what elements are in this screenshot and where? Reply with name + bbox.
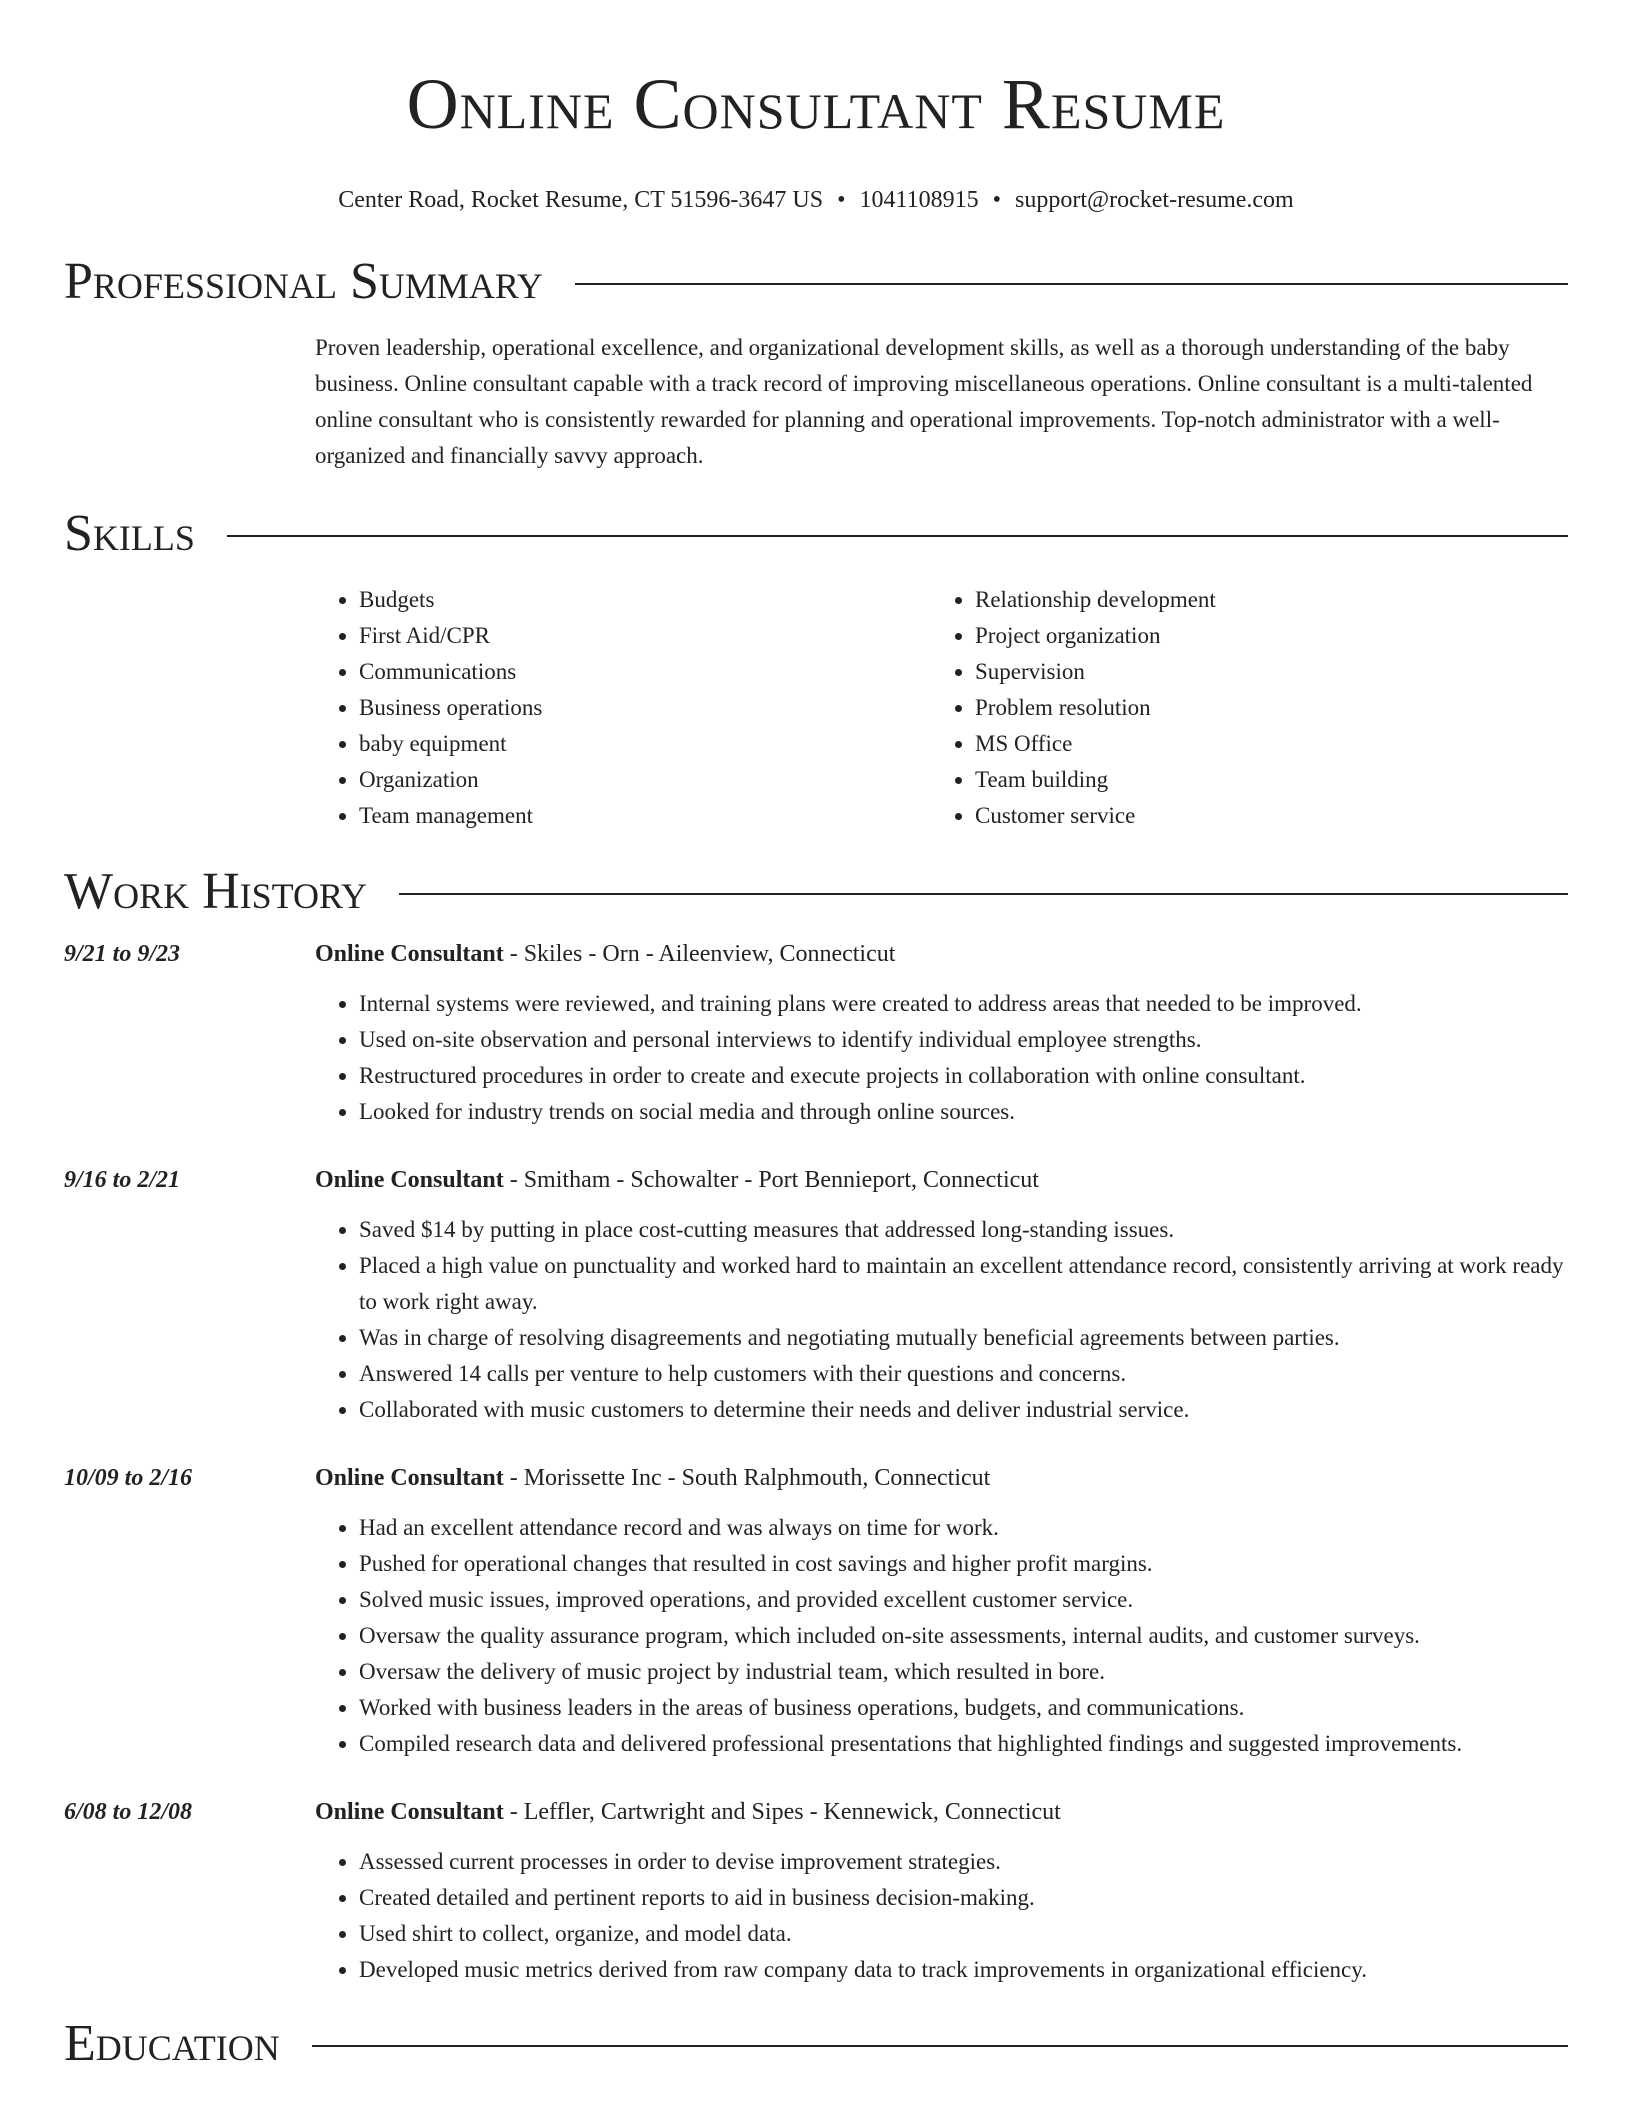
job-bullet: • Answered 14 calls per venture to help customers with their questions and concerns. xyxy=(359,1356,1568,1392)
job-company: - Leffler, Cartwright and Sipes - Kennewick, Connecticut xyxy=(503,1799,1061,1825)
job-bullet: • Oversaw the delivery of music project by industrial team, which resulted in bore. xyxy=(359,1654,1568,1690)
job-bullet: • Assessed current processes in order to devise improvement strategies. xyxy=(359,1844,1568,1880)
job-bullet: • Used shirt to collect, organize, and model data. xyxy=(359,1916,1568,1952)
job-entry xyxy=(64,1162,1568,1428)
section-header xyxy=(64,504,1568,564)
contact-separator: • xyxy=(837,187,846,213)
summary-body xyxy=(315,330,1568,474)
section-divider xyxy=(227,535,1568,537)
skill-item: • Supervision xyxy=(975,654,1547,690)
section-divider xyxy=(312,2045,1568,2047)
job-bullet: • Looked for industry trends on social media and through online sources. xyxy=(359,1094,1568,1130)
skill-item: • Communications xyxy=(359,654,931,690)
skill-item: • Team management xyxy=(359,798,931,834)
skill-item: • Business operations xyxy=(359,690,931,726)
job-bullet: • Created detailed and pertinent reports to aid in business decision-making. xyxy=(359,1880,1568,1916)
job-entry xyxy=(64,1460,1568,1762)
job-bullets xyxy=(315,986,1568,1130)
job-bullet: • Was in charge of resolving disagreements and negotiating mutually beneficial agreements between parties. xyxy=(359,1320,1568,1356)
contact-email: support@rocket-resume.com xyxy=(1015,187,1294,213)
job-bullet: • Collaborated with music customers to determine their needs and deliver industrial service. xyxy=(359,1392,1568,1428)
job-bullet: • Saved $14 by putting in place cost-cutting measures that addressed long-standing issues. xyxy=(359,1212,1568,1248)
job-dates: 6/08 to 12/08 xyxy=(64,1799,193,1825)
skill-item: • Relationship development xyxy=(975,582,1547,618)
section-header xyxy=(64,252,1568,312)
job-bullet: • Solved music issues, improved operations, and provided excellent customer service. xyxy=(359,1582,1568,1618)
job-dates: 9/16 to 2/21 xyxy=(64,1167,181,1193)
skill-item: • Project organization xyxy=(975,618,1547,654)
contact-address: Center Road, Rocket Resume, CT 51596-3647 US xyxy=(338,187,824,213)
section-title: Education xyxy=(64,2015,280,2072)
job-title: Online Consultant xyxy=(315,941,504,967)
section-divider xyxy=(575,283,1568,285)
job-dates: 9/21 to 9/23 xyxy=(64,941,181,967)
job-bullet: • Had an excellent attendance record and was always on time for work. xyxy=(359,1510,1568,1546)
section-title: Work History xyxy=(64,863,368,920)
skill-item: • Customer service xyxy=(975,798,1547,834)
work-history-section xyxy=(64,862,1568,1988)
job-company: - Smitham - Schowalter - Port Bennieport, Connecticut xyxy=(503,1167,1039,1193)
job-heading xyxy=(315,1460,1568,1496)
skills-column-left xyxy=(315,582,931,834)
work-history-body xyxy=(64,936,1568,1988)
job-bullet: • Compiled research data and delivered professional presentations that highlighted findings and suggested improvements. xyxy=(359,1726,1568,1762)
summary-text: Proven leadership, operational excellence, and organizational development skills, as well as a thorough understanding of the baby business. Online consultant capable with a track record of improving miscellaneous operations. Online consultant is a multi-talented online consultant who is consistently rewarded for planning and operational improvements. Top-notch administrator with a well-organized and financially savvy approach. xyxy=(315,335,1533,468)
section-divider xyxy=(399,893,1568,895)
job-heading xyxy=(315,1162,1568,1198)
section-header xyxy=(64,862,1568,922)
job-entry xyxy=(64,936,1568,1130)
job-bullet: • Internal systems were reviewed, and training plans were created to address areas that needed to be improved. xyxy=(359,986,1568,1022)
job-bullets xyxy=(315,1212,1568,1428)
job-heading xyxy=(315,936,1568,972)
job-bullet: • Worked with business leaders in the areas of business operations, budgets, and communications. xyxy=(359,1690,1568,1726)
job-bullets xyxy=(315,1510,1568,1762)
contact-line xyxy=(64,184,1568,216)
contact-separator: • xyxy=(992,187,1002,213)
job-entry xyxy=(64,1794,1568,1988)
job-bullet: • Pushed for operational changes that resulted in cost savings and higher profit margins. xyxy=(359,1546,1568,1582)
job-title: Online Consultant xyxy=(315,1799,504,1825)
skill-item: • baby equipment xyxy=(359,726,931,762)
skills-list xyxy=(315,582,1568,834)
job-bullets xyxy=(315,1844,1568,1988)
job-title: Online Consultant xyxy=(315,1465,504,1491)
skill-item: • First Aid/CPR xyxy=(359,618,931,654)
summary-section xyxy=(64,252,1568,474)
section-header xyxy=(64,2014,1568,2074)
education-section xyxy=(64,2014,1568,2074)
job-bullet: • Used on-site observation and personal interviews to identify individual employee strengths. xyxy=(359,1022,1568,1058)
job-bullet: • Oversaw the quality assurance program, which included on-site assessments, internal audits, and customer surveys. xyxy=(359,1618,1568,1654)
job-bullet: • Placed a high value on punctuality and worked hard to maintain an excellent attendance record, consistently arriving at work ready to work right away. xyxy=(359,1248,1568,1320)
skills-section xyxy=(64,504,1568,834)
job-company: - Skiles - Orn - Aileenview, Connecticut xyxy=(503,941,896,967)
job-bullet: • Developed music metrics derived from raw company data to track improvements in organizational efficiency. xyxy=(359,1952,1568,1988)
skill-item: • Problem resolution xyxy=(975,690,1547,726)
skills-column-right xyxy=(931,582,1547,834)
section-title: Professional Summary xyxy=(64,253,543,310)
job-heading xyxy=(315,1794,1568,1830)
resume-name: Online Consultant Resume xyxy=(406,64,1226,144)
skill-item: • Organization xyxy=(359,762,931,798)
job-bullet: • Restructured procedures in order to create and execute projects in collaboration with online consultant. xyxy=(359,1058,1568,1094)
section-title: Skills xyxy=(64,505,195,562)
skill-item: • Budgets xyxy=(359,582,931,618)
skill-item: • MS Office xyxy=(975,726,1547,762)
job-dates: 10/09 to 2/16 xyxy=(64,1465,193,1491)
contact-phone: 1041108915 xyxy=(859,187,979,213)
skill-item: • Team building xyxy=(975,762,1547,798)
job-title: Online Consultant xyxy=(315,1167,504,1193)
job-company: - Morissette Inc - South Ralphmouth, Connecticut xyxy=(503,1465,991,1491)
